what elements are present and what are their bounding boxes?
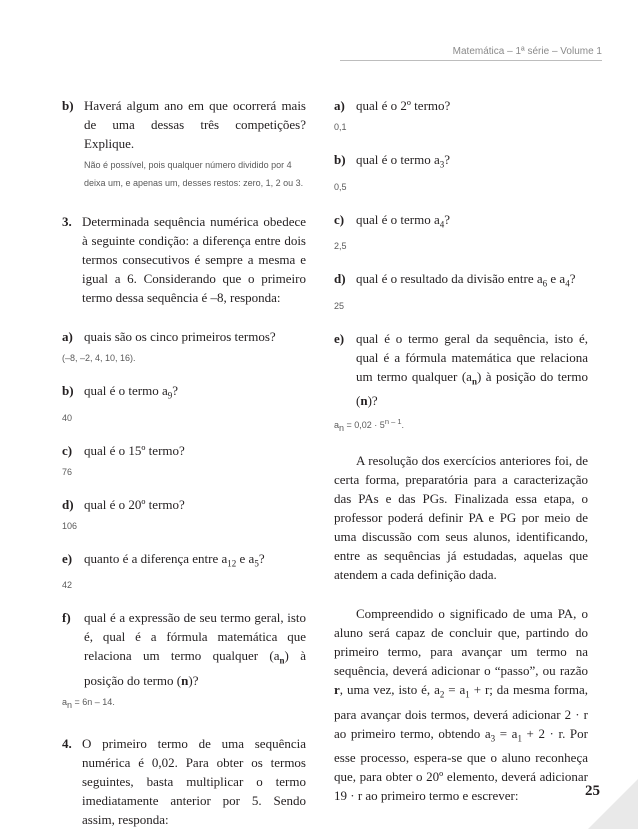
- page-corner-decoration: [588, 779, 638, 829]
- question-tail: ?: [444, 152, 451, 167]
- answer-4a: 0,1: [334, 122, 347, 132]
- question-3b: [62, 381, 306, 406]
- subscript: 2: [439, 689, 445, 700]
- question-tail: )?: [367, 393, 378, 409]
- item-label: e): [62, 550, 73, 566]
- answer-3c: 76: [62, 466, 73, 477]
- question-tail: ?: [444, 211, 451, 227]
- question-text: qual é o 20º termo?: [84, 496, 185, 512]
- bold-n: n: [181, 672, 189, 688]
- question-text: Haverá algum ano em que ocorrerá mais de uma dessas três competições? Explique.: [84, 98, 306, 151]
- answer-3b: 40: [62, 412, 73, 423]
- answer-4b: 0,5: [334, 181, 347, 192]
- bold-r: r: [334, 682, 340, 698]
- question-tail: ?: [258, 550, 265, 566]
- question-text: quais são os cinco primeiros termos?: [84, 329, 276, 344]
- subscript: 1: [517, 733, 522, 744]
- question-4e: [334, 329, 588, 411]
- paragraph-text: = a: [444, 682, 466, 698]
- bold-n: n: [360, 393, 368, 409]
- running-header: Matemática – 1ª série – Volume 1: [452, 46, 602, 57]
- page-number: 25: [585, 783, 600, 799]
- question-4c: [334, 210, 588, 235]
- subscript: 3: [439, 159, 445, 170]
- answer-3f: [62, 693, 306, 714]
- question-text: qual é o 15º termo?: [84, 442, 185, 458]
- item-label: f): [62, 610, 71, 626]
- subscript: n: [279, 655, 285, 666]
- paragraph-text: + r; da mesma forma, para avançar dois termos, deverá adicionar 2 · r ao primeiro termo, obtendo a: [334, 682, 589, 741]
- question-text: e a: [547, 271, 566, 287]
- paragraph-pa-definition: [334, 604, 588, 805]
- item-label: b): [62, 383, 74, 398]
- question-text: qual é o termo geral da sequência, isto é, qual é a fórmula matemática que relaciona um termo qualquer (a: [356, 330, 588, 384]
- item-label: a): [334, 98, 345, 113]
- item-label: e): [334, 330, 345, 346]
- paragraph-text: = a: [495, 725, 518, 741]
- subscript: 4: [565, 278, 570, 289]
- paragraph-text: , uma vez, isto é, a: [339, 682, 440, 698]
- item-label: c): [334, 211, 345, 227]
- left-column: [62, 96, 306, 829]
- question-text: qual é a expressão de seu termo geral, isto é, qual é a fórmula matemática que relaciona um termo qualquer (a: [84, 610, 306, 664]
- subscript: n: [339, 423, 345, 434]
- question-number: 4.: [62, 735, 72, 751]
- item-label: b): [62, 98, 74, 113]
- question-3a: [62, 327, 306, 346]
- question-text: qual é o termo a: [356, 211, 440, 227]
- question-tail: ?: [569, 271, 576, 287]
- item-label: a): [62, 329, 73, 344]
- right-column: [334, 96, 588, 805]
- question-4a: [334, 96, 588, 115]
- question-text: Determinada sequência numérica obedece à seguinte condição: a diferença entre dois termos consecutivos é sempre a mesma e igual a 6. Considerando que o primeiro termo dessa sequência é –8, responda:: [82, 214, 306, 305]
- question-4: [62, 734, 306, 829]
- answer-text: a: [334, 420, 340, 431]
- answer-4c: 2,5: [334, 241, 347, 252]
- question-text: qual é o 2º termo?: [356, 98, 451, 113]
- answer-3d: 106: [62, 520, 78, 531]
- subscript: 4: [439, 219, 445, 230]
- question-3c: [62, 441, 306, 460]
- question-4b: [334, 150, 588, 175]
- question-text: ) à posição do termo (: [356, 368, 589, 409]
- paragraph-pa-pg: A resolução dos exercícios anteriores foi, de certa forma, preparatória para a caracterização das PAs e das PGs. Finalizada essa etapa, o professor poderá definir PA e PG por meio de uma discussão com seus alunos, identificando, entre as sequências já estudadas, aquelas que atendem a cada definição dada.: [334, 453, 588, 583]
- item-label: d): [62, 496, 74, 512]
- answer-4d: 25: [334, 300, 345, 311]
- answer-3e: 42: [62, 580, 73, 591]
- paragraph-text: Compreendido o significado de uma PA, o aluno será capaz de concluir que, partindo do primeiro termo, para avançar um termo na sequência, deverá adicionar o “passo”, ou razão: [334, 606, 588, 679]
- question-3e: [62, 549, 306, 574]
- answer-text: = 6n – 14.: [72, 696, 115, 707]
- question-tail: ?: [172, 383, 179, 398]
- answer-text: .: [401, 420, 405, 431]
- question-2b: [62, 96, 306, 153]
- subscript: n: [67, 699, 73, 710]
- superscript: n – 1: [384, 417, 402, 427]
- subscript: 9: [167, 390, 173, 401]
- question-4d: [334, 269, 588, 294]
- paragraph-text: + 2 · r. Por esse processo, espera-se que o aluno reconheça que, para obter o 20º elemento, deverá adicionar 19 · r ao primeiro termo e escrever:: [334, 725, 588, 804]
- header-rule: [340, 60, 602, 61]
- subscript: 6: [542, 278, 548, 289]
- answer-2b: Não é possível, pois qualquer número dividido por 4 deixa um, e apenas um, desses restos: zero, 1, 2 ou 3.: [84, 160, 304, 188]
- question-3d: [62, 495, 306, 514]
- subscript: 5: [254, 558, 259, 569]
- item-label: b): [334, 152, 346, 167]
- answer-text: a: [62, 696, 68, 707]
- question-text: qual é o resultado da divisão entre a: [356, 271, 543, 287]
- question-text: quanto é a diferença entre a: [84, 550, 228, 566]
- answer-text: = 0,02 · 5: [344, 420, 385, 431]
- question-number: 3.: [62, 214, 72, 229]
- question-text: qual é o termo a: [356, 152, 440, 167]
- question-tail: )?: [188, 672, 199, 688]
- answer-4e: [334, 413, 588, 437]
- question-text: ) à posição do termo (: [84, 648, 306, 688]
- subscript: 12: [227, 558, 237, 569]
- question-text: O primeiro termo de uma sequência numérica é 0,02. Para obter os termos seguintes, basta multiplicar o termo imediatamente anterior por 5. Sendo assim, responda:: [82, 735, 306, 827]
- item-label: c): [62, 442, 73, 458]
- question-text: qual é o termo a: [84, 383, 168, 398]
- item-label: d): [334, 271, 346, 287]
- question-3: [62, 212, 306, 307]
- question-3f: [62, 608, 306, 690]
- subscript: n: [471, 376, 477, 387]
- subscript: 1: [465, 689, 470, 700]
- subscript: 3: [490, 733, 496, 744]
- answer-3a: (–8, –2, 4, 10, 16).: [62, 353, 136, 363]
- question-text: e a: [236, 550, 255, 566]
